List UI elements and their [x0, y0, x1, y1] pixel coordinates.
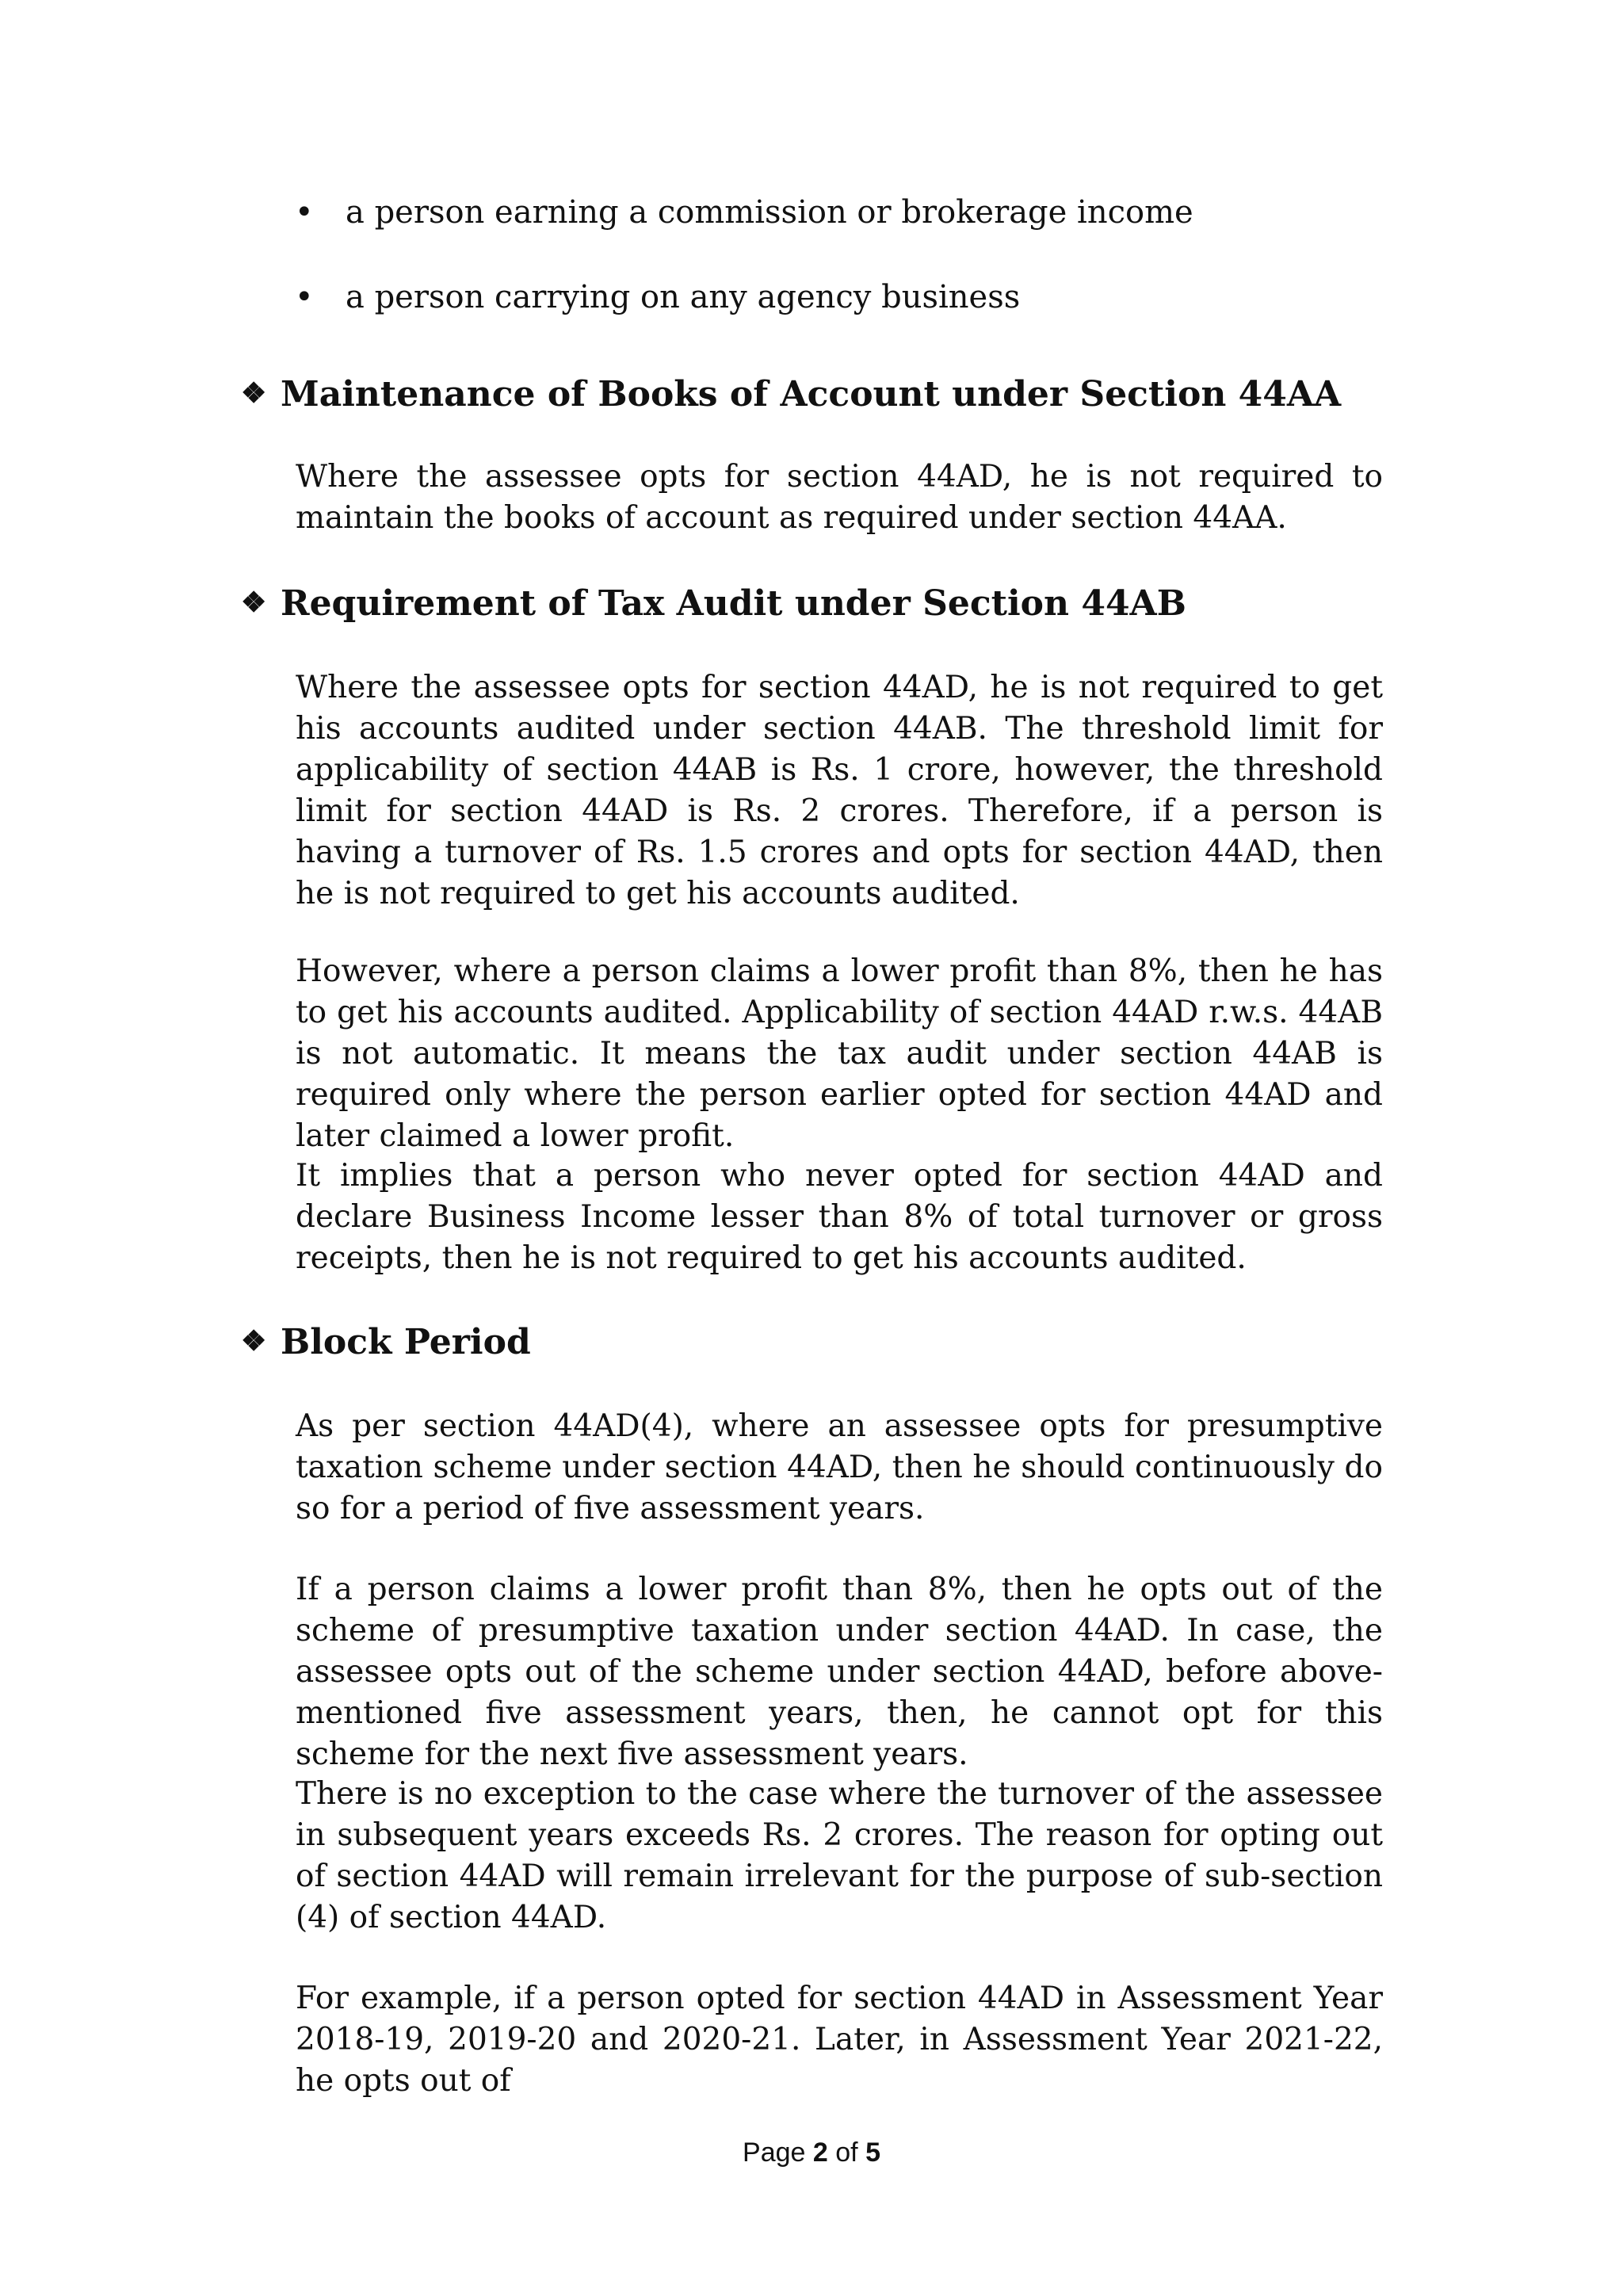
- paragraph: It implies that a person who never opted for section 44AD and declare Business Income lesser than 8% of total turnover or gross receipts, then he is not required to get his accounts audited.: [296, 1158, 1383, 1276]
- bullet-text: a person earning a commission or brokerage income: [346, 194, 1193, 231]
- heading-text: Block Period: [281, 1322, 531, 1362]
- paragraph: For example, if a person opted for section 44AD in Assessment Year 2018-19, 2019-20 and 2020-21. Later, in Assessment Year 2021-22, he opts out of: [296, 1981, 1383, 2099]
- diamond-bullet-icon: ❖: [241, 1324, 267, 1358]
- bullet-list: [295, 189, 1404, 358]
- page-footer: [0, 2135, 1623, 2170]
- bullet-icon: •: [295, 194, 314, 231]
- paragraph: If a person claims a lower profit than 8%, then he opts out of the scheme of presumptive taxation under section 44AD. In case, the assessee opts out of the scheme under section 44AD, before above-mentioned five assessment years, then, he cannot opt for this scheme for the next five assessment years.: [296, 1572, 1383, 1772]
- section-heading-block: [241, 1317, 531, 1366]
- paragraph: As per section 44AD(4), where an assessee opts for presumptive taxation scheme under section 44AD, then he should continuously do so for a period of five assessment years.: [296, 1408, 1383, 1526]
- page-of-label: of: [835, 2137, 858, 2168]
- page-current: 2: [812, 2137, 828, 2168]
- list-item: [295, 273, 1404, 321]
- bullet-icon: •: [295, 279, 314, 315]
- diamond-bullet-icon: ❖: [241, 586, 267, 619]
- page-label: Page: [743, 2137, 806, 2168]
- heading-text: Requirement of Tax Audit under Section 44AB: [281, 583, 1186, 624]
- paragraph: Where the assessee opts for section 44AD, he is not required to get his accounts audited under section 44AB. The threshold limit for applicability of section 44AB is Rs. 1 crore, however, the threshold limit for section 44AD is Rs. 2 crores. Therefore, if a person is having a turnover of Rs. 1.5 crores and opts for section 44AD, then he is not required to get his accounts audited.: [296, 670, 1383, 911]
- paragraph: There is no exception to the case where the turnover of the assessee in subsequent years exceeds Rs. 2 crores. The reason for opting out of section 44AD will remain irrelevant for the purpose of sub-section (4) of section 44AD.: [296, 1776, 1383, 1935]
- section-heading-books: [241, 369, 1341, 418]
- page-total: 5: [865, 2137, 880, 2168]
- diamond-bullet-icon: ❖: [241, 376, 267, 410]
- heading-text: Maintenance of Books of Account under Section 44AA: [281, 374, 1342, 415]
- paragraph: Where the assessee opts for section 44AD, he is not required to maintain the books of account as required under section 44AA.: [296, 459, 1383, 536]
- paragraph: However, where a person claims a lower profit than 8%, then he has to get his accounts audited. Applicability of section 44AD r.w.s. 44AB is not automatic. It means the tax audit under section 44AB is required only where the person earlier opted for section 44AD and later claimed a lower profit.: [296, 953, 1383, 1154]
- list-item: [295, 189, 1404, 236]
- section-heading-audit: [241, 579, 1186, 628]
- bullet-text: a person carrying on any agency business: [346, 279, 1021, 315]
